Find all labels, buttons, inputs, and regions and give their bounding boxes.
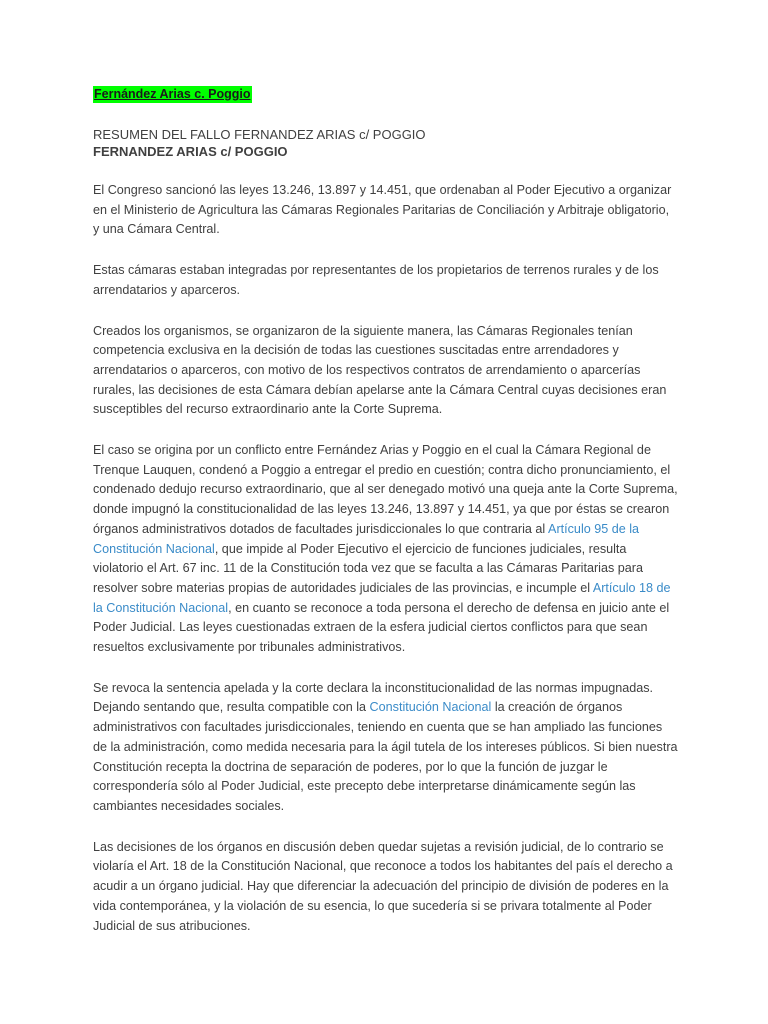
paragraph-judicial-review: Las decisiones de los órganos en discusión deben quedar sujetas a revisión judicial, de lo contrario se violaría el Art. 18 de la Constitución Nacional, que reconoce a todos los habitantes del país el derecho a acudir a un órgano judicial. Hay que diferenciar la adecuación del principio de división de poderes en la vida contemporánea, y la violación de su esencia, lo que sucedería si se privara totalmente al Poder Judicial de sus atribuciones. <box>93 839 673 933</box>
document-page <box>93 85 678 936</box>
document-heading: Fernández Arias c. Poggio <box>94 87 251 101</box>
title-block <box>93 126 678 160</box>
link-articulo-95[interactable]: Artículo 95 de la Constitución Nacional <box>93 521 640 556</box>
summary-title: RESUMEN DEL FALLO FERNANDEZ ARIAS c/ POGGIO <box>93 127 426 142</box>
paragraph-laws: El Congreso sancionó las leyes 13.246, 13.897 y 14.451, que ordenaban al Poder Ejecutivo a organizar en el Ministerio de Agricultura las Cámaras Regionales Paritarias de Conciliación y Arbitraje obligatorio, y una Cámara Central. <box>93 183 672 237</box>
paragraph-organization: Creados los organismos, se organizaron de la siguiente manera, las Cámaras Regionales tenían competencia exclusiva en la decisión de todas las cuestiones suscitadas entre arrendadores y arrendatarios o aparceros, con motivo de los respectivos contratos de arrendamiento o aparcerías rurales, las decisiones de esta Cámara debían apelarse ante la Cámara Central cuyas decisiones eran susceptibles del recurso extraordinario ante la Corte Suprema. <box>93 323 667 417</box>
link-articulo-18[interactable]: Artículo 18 de la Constitución Nacional <box>93 580 671 615</box>
paragraph-text: , en cuanto se reconoce a toda persona el derecho de defensa en juicio ante el Poder Judicial. Las leyes cuestionadas extraen de la esfera judicial ciertos conflictos para que sean resueltos exclusivamente por tribunales administrativos. <box>93 600 670 655</box>
paragraph-ruling <box>93 679 678 817</box>
paragraph-composition: Estas cámaras estaban integradas por representantes de los propietarios de terrenos rurales y de los arrendatarios y aparceros. <box>93 263 659 297</box>
paragraph-text: , que impide al Poder Ejecutivo el ejercicio de funciones judiciales, resulta violatorio el Art. 67 inc. 11 de la Constitución toda vez que se faculta a las Cámaras Paritarias para resolver sobre materias propias de autoridades judiciales de las provincias, e incumple el <box>93 541 643 595</box>
paragraph-text: El caso se origina por un conflicto entre Fernández Arias y Poggio en el cual la Cámara Regional de Trenque Lauquen, condenó a Poggio a entregar el predio en cuestión; contra dicho pronunciamiento, el condenado dedujo recurso extraordinario, que al ser denegado motivó una queja ante la Corte Suprema, donde impugnó la constitucionalidad de las leyes 13.246, 13.897 y 14.451, ya que por éstas se crearon órganos administrativos dotados de facultades jurisdiccionales lo que contraria al <box>93 443 678 536</box>
link-constitucion-nacional[interactable]: Constitución Nacional <box>369 700 492 715</box>
paragraph-text: Se revoca la sentencia apelada y la corte declara la inconstitucionalidad de las normas impugnadas. Dejando sentando que, resulta compatible con la <box>93 680 654 715</box>
paragraph-text: la creación de órganos administrativos con facultades jurisdiccionales, teniendo en cuenta que se han ampliado las funciones de la administración, como medida necesaria para la ágil tutela de los intereses públicos. Si bien nuestra Constitución recepta la doctrina de separación de poderes, por lo que la función de juzgar le correspondería sólo al Poder Judicial, este precepto debe interpretarse dinámicamente según las cambiantes necesidades sociales. <box>93 700 678 813</box>
paragraph-case-origin <box>93 441 678 658</box>
case-title: FERNANDEZ ARIAS c/ POGGIO <box>93 144 288 159</box>
